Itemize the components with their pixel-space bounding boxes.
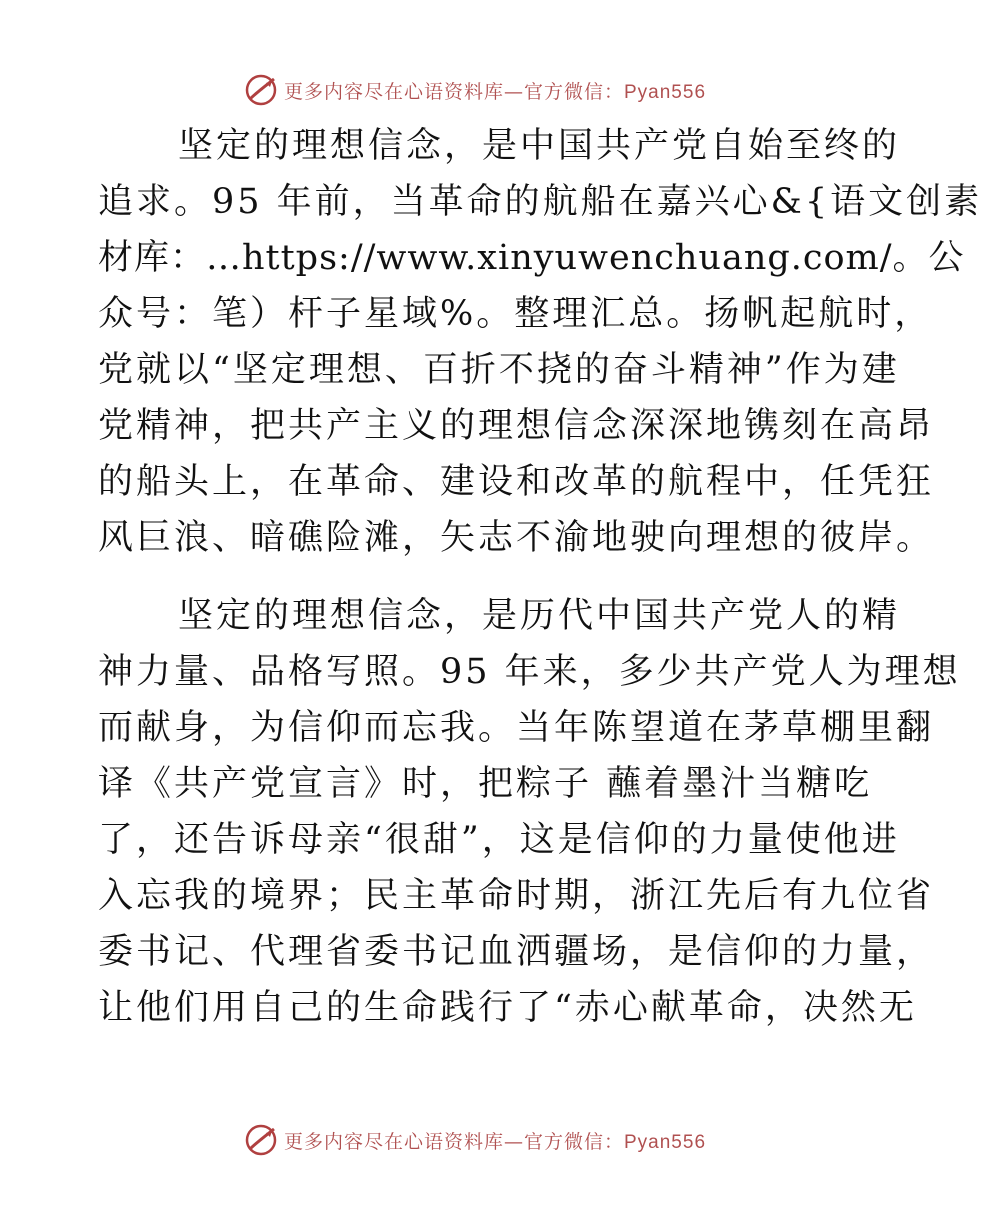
text-line: 众号：笔）杆子星域%。整理汇总。扬帆起航时， xyxy=(98,294,933,334)
header-banner-label: 更多内容尽在心语资料库—官方微信： xyxy=(283,80,624,103)
text-line: 委书记、代理省委书记血洒疆场，是信仰的力量， xyxy=(98,932,935,972)
pen-logo-icon xyxy=(244,1123,278,1157)
text-line: 神力量、品格写照。95 年来，多少共产党人为理想 xyxy=(98,652,961,692)
header-banner xyxy=(0,70,950,110)
text-line: 译《共产党宣言》时，把粽子 蘸着墨汁当糖吃 xyxy=(98,764,873,804)
text-line: 入忘我的境界；民主革命时期，浙江先后有九位省 xyxy=(98,876,935,916)
text-line: 追求。95 年前，当革命的航船在嘉兴心&{语文创素 xyxy=(98,182,982,222)
text-line: 让他们用自己的生命践行了“赤心献革命，决然无 xyxy=(98,988,917,1028)
paragraph-1 xyxy=(98,118,982,566)
header-wechat-id: Pyan556 xyxy=(624,81,707,103)
text-line: 了，还告诉母亲“很甜”，这是信仰的力量使他进 xyxy=(98,820,900,860)
paragraph-spacer xyxy=(98,566,858,588)
document-body xyxy=(98,118,982,1036)
footer-banner-label: 更多内容尽在心语资料库—官方微信： xyxy=(283,1130,624,1153)
footer-banner-text xyxy=(284,1127,706,1154)
text-line: 材库：…https://www.xinyuwenchuang.com/。公 xyxy=(98,238,965,278)
footer-banner xyxy=(0,1120,950,1160)
text-line: 坚定的理想信念，是历代中国共产党人的精 xyxy=(178,596,901,636)
text-line: 而献身，为信仰而忘我。当年陈望道在茅草棚里翻 xyxy=(98,708,935,748)
text-line: 风巨浪、暗礁险滩，矢志不渝地驶向理想的彼岸。 xyxy=(98,518,935,558)
text-line: 党精神，把共产主义的理想信念深深地镌刻在高昂 xyxy=(98,406,935,446)
pen-logo-icon xyxy=(244,73,278,107)
text-line: 的船头上，在革命、建设和改革的航程中，任凭狂 xyxy=(98,462,935,502)
text-line: 坚定的理想信念，是中国共产党自始至终的 xyxy=(178,126,901,166)
text-line: 党就以“坚定理想、百折不挠的奋斗精神”作为建 xyxy=(98,350,900,390)
header-banner-text xyxy=(284,77,706,104)
footer-wechat-id: Pyan556 xyxy=(624,1131,707,1153)
paragraph-2 xyxy=(98,588,961,1036)
